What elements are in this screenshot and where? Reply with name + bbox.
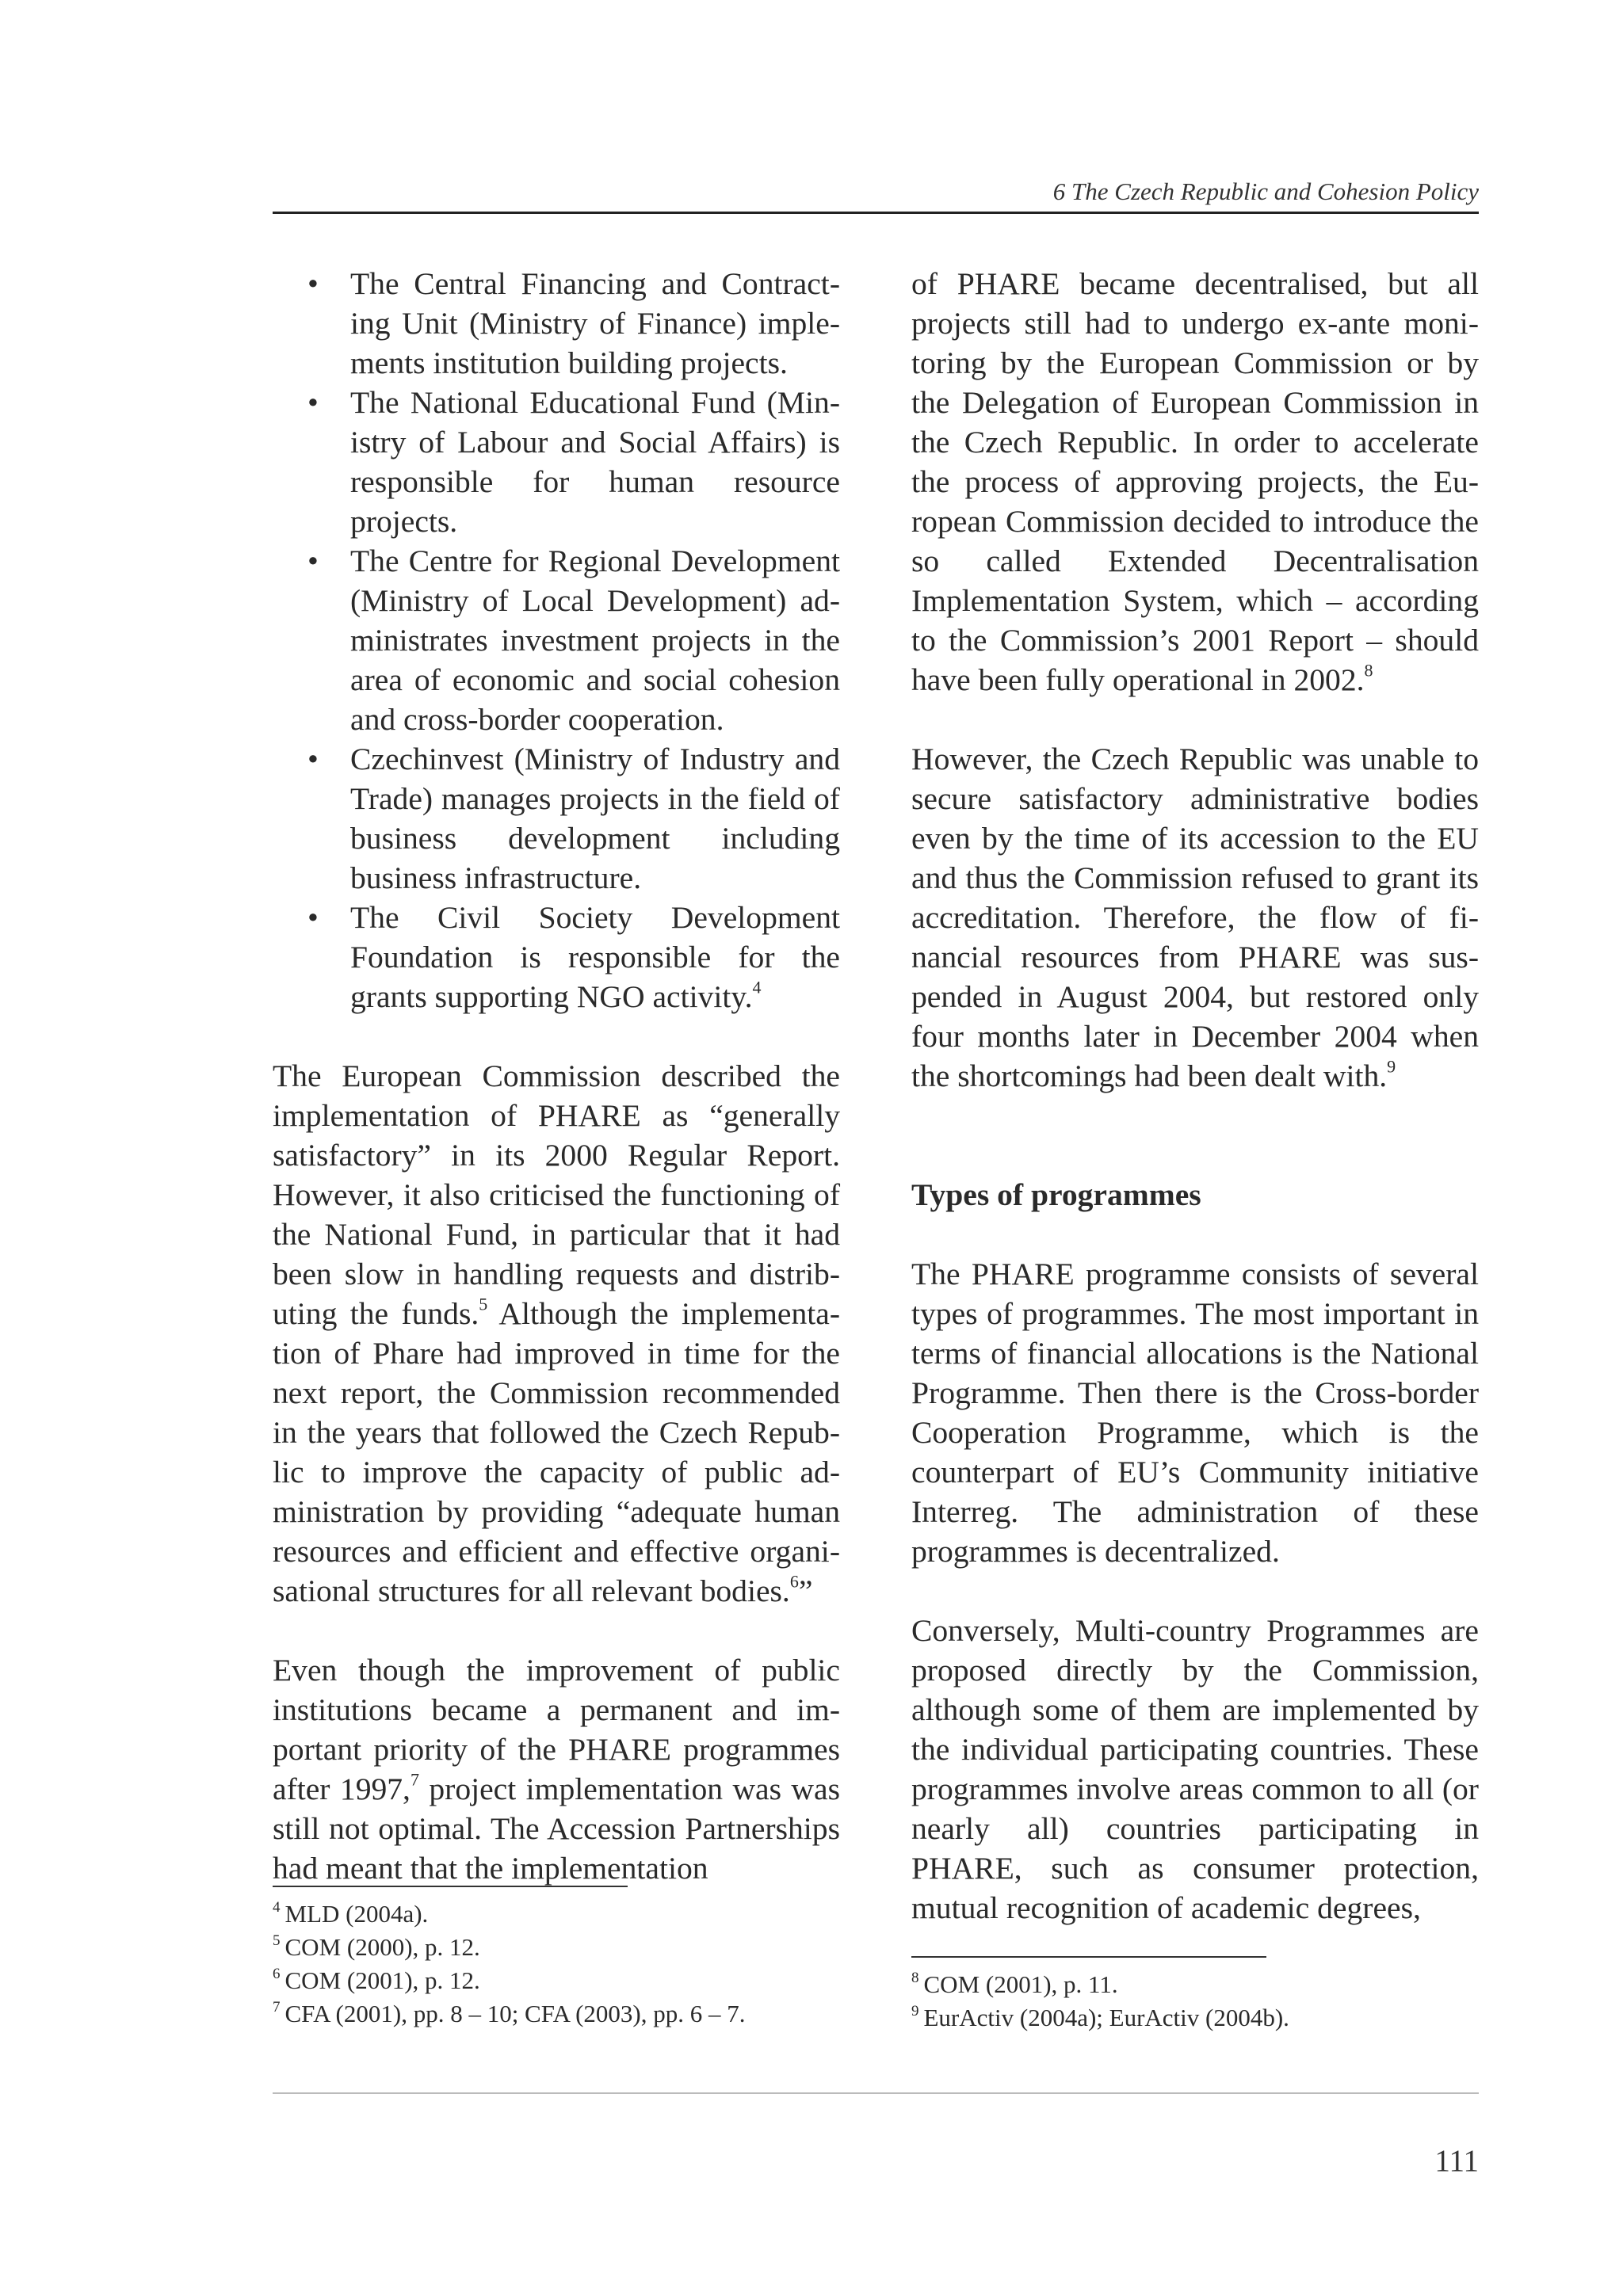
footnote-ref: 4: [752, 977, 762, 997]
bullet-icon: •: [307, 266, 319, 301]
running-header: 6 The Czech Republic and Cohesion Policy: [1052, 177, 1479, 205]
paragraph-public-institutions: Even though the improvement of public institutions became a permanent and important priority of the PHARE programmes after 1997,$^7$ project implementation was was still not optimal. The Accession Partnerships had meant that the implementation: [273, 1653, 840, 1886]
list-item: [273, 383, 840, 541]
footnote: $^7$ CFA (2001), pp. 8 – 10; CFA (2003), pp. 6 – 7.: [273, 1998, 746, 2027]
list-item-text: The Centre for Regional Development (Ministry of Local Development) administrates investment projects in the area of economic and social cohesion and cross-border cooperation.: [350, 543, 840, 737]
footnote: $^5$ COM (2000), p. 12.: [273, 1932, 480, 1961]
agency-bullet-list: [273, 264, 840, 1016]
footnote-ref: 9: [1387, 1056, 1396, 1077]
bullet-icon: •: [307, 543, 319, 578]
footnotes-left: [273, 1897, 840, 2031]
footnote-ref: 5: [479, 1294, 488, 1314]
section-heading: Types of programmes: [911, 1177, 1201, 1212]
paragraph-multi-country: Conversely, Multi-country Programmes are proposed directly by the Commission, although some of them are implemented by the individual participating countries. These programmes involve areas common to all (or nearly all) countries participating in PHARE, such as consumer protection, mutual recognition of academic degrees,: [911, 1613, 1479, 1925]
list-item-text: The Civil Society Development Foundation is responsible for the grants supporting NGO activity.: [350, 900, 840, 1014]
list-item: [273, 739, 840, 898]
paragraph-accreditation: However, the Czech Republic was unable to secure satisfactory administrative bodies even by the time of its accession to the EU and thus the Commission refused to grant its accreditation. Therefore, the flow of financial resources from PHARE was suspended in August 2004, but restored only four months later in December 2004 when the shortcomings had been dealt with.$^9$: [911, 742, 1479, 1093]
list-item: [273, 541, 840, 739]
list-item-text: The National Educational Fund (Ministry of Labour and Social Affairs) is responsible for human resource projects.: [350, 385, 840, 539]
paragraph-decentralisation: of PHARE became decentralised, but all projects still had to undergo ex-ante monitoring by the European Commission or by the Delegation of European Commission in the Czech Republic. In order to accelerate the process of approving projects, the European Commission decided to introduce the so called Extended Decentralisation Implementation System, which – according to the Commission’s 2001 Report – should have been fully operational in 2002.$^8$: [911, 266, 1479, 697]
footnote: $^9$ EurActiv (2004a); EurActiv (2004b).: [911, 2002, 1289, 2031]
footnote: $^8$ COM (2001), p. 11.: [911, 1969, 1118, 1998]
list-item-text: The Central Financing and Contracting Unit (Ministry of Finance) implements institution building projects.: [350, 266, 840, 380]
footnote-ref: 7: [410, 1769, 419, 1790]
footnote: $^6$ COM (2001), p. 12.: [273, 1965, 480, 1994]
paragraph-programme-types: The PHARE programme consists of several types of programmes. The most important in terms of financial allocations is the National Programme. Then there is the Cross-border Cooperation Programme, which is the counterpart of EU’s Community initiative Interreg. The administration of these programmes is decentralized.: [911, 1257, 1479, 1569]
header-rule: [273, 212, 1479, 214]
right-column: [911, 264, 1479, 1928]
list-item: [273, 264, 840, 383]
bullet-icon: •: [307, 742, 319, 776]
footnote-rule-left: [273, 1886, 628, 1887]
left-column: [273, 264, 840, 1888]
list-item: [273, 898, 840, 1016]
bullet-icon: •: [307, 385, 319, 420]
footnote-rule-right: [911, 1956, 1266, 1958]
footnotes-right: [911, 1968, 1479, 2035]
footnote: $^4$ MLD (2004a).: [273, 1898, 429, 1928]
paragraph-regular-report: The European Commission described the implementation of PHARE as “generally satisfactory” in its 2000 Regular Report. However, it also criticised the functioning of the National Fund, in particular that it had been slow in handling requests and distributing the funds.$^5$ Although the implementation of Phare had improved in time for the next report, the Commission recommended in the years that followed the Czech Republic to improve the capacity of public administration by providing “adequate human resources and efficient and effective organisational structures for all relevant bodies.$^6$”: [273, 1058, 840, 1608]
footnote-ref: 8: [1364, 660, 1373, 681]
footnote-ref: 6: [789, 1571, 799, 1592]
page-number: 111: [1434, 2144, 1479, 2178]
list-item-text: Czechinvest (Ministry of Industry and Trade) manages projects in the field of business development including business infrastructure.: [350, 742, 840, 895]
bottom-rule: [273, 2092, 1479, 2094]
bullet-icon: •: [307, 900, 319, 935]
